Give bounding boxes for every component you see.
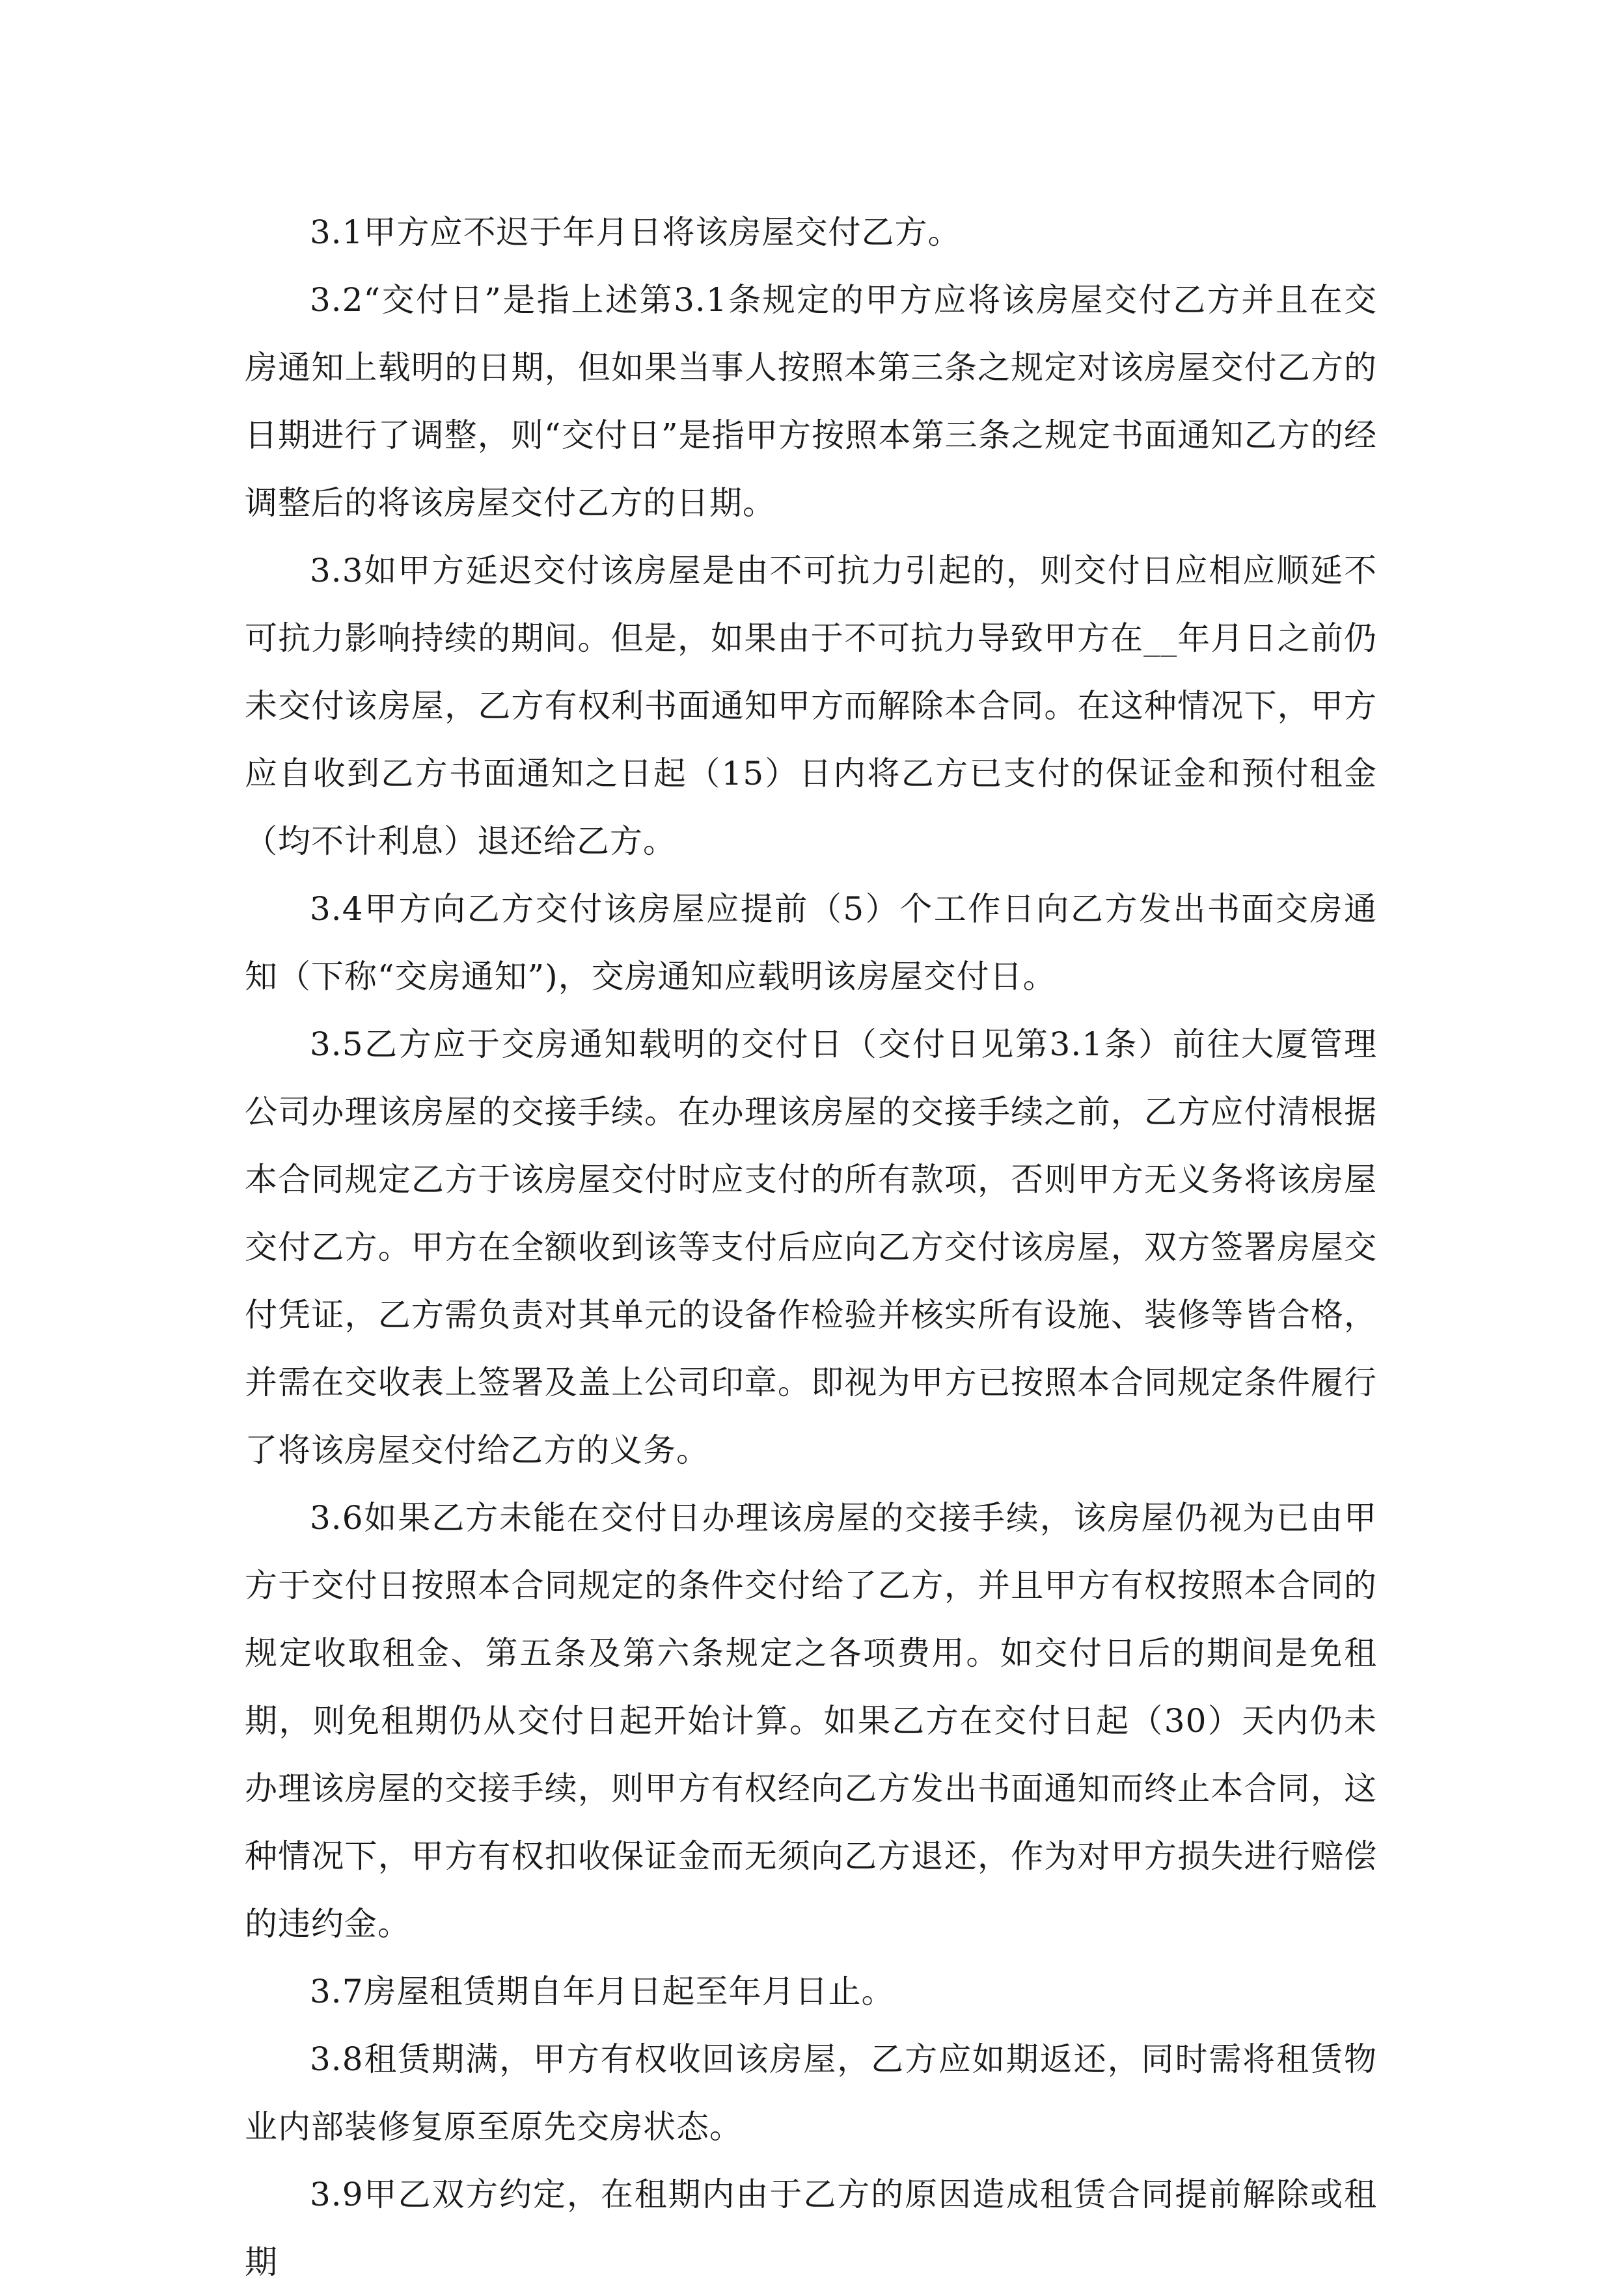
clause-3-9: 3.9甲乙双方约定，在租期内由于乙方的原因造成租赁合同提前解除或租期 bbox=[245, 2176, 1377, 2281]
contract-body bbox=[245, 198, 1377, 2296]
clause-3-6: 3.6如果乙方未能在交付日办理该房屋的交接手续，该房屋仍视为已由甲方于交付日按照本合同规定的条件交付给了乙方，并且甲方有权按照本合同的规定收取租金、第五条及第六条规定之各项费用。如交付日后的期间是免租期，则免租期仍从交付日起开始计算。如果乙方在交付日起（30）天内仍未办理该房屋的交接手续，则甲方有权经向乙方发出书面通知而终止本合同，这种情况下，甲方有权扣收保证金而无须向乙方退还，作为对甲方损失进行赔偿的违约金。 bbox=[245, 1499, 1377, 1943]
clause-3-8: 3.8租赁期满，甲方有权收回该房屋，乙方应如期返还，同时需将租赁物业内部装修复原至原先交房状态。 bbox=[245, 2040, 1377, 2146]
clause-3-1: 3.1甲方应不迟于年月日将该房屋交付乙方。 bbox=[310, 213, 961, 251]
clause-3-2: 3.2“交付日”是指上述第3.1条规定的甲方应将该房屋交付乙方并且在交房通知上载明的日期，但如果当事人按照本第三条之规定对该房屋交付乙方的日期进行了调整，则“交付日”是指甲方按照本第三条之规定书面通知乙方的经调整后的将该房屋交付乙方的日期。 bbox=[245, 281, 1377, 522]
clause-3-4: 3.4甲方向乙方交付该房屋应提前（5）个工作日向乙方发出书面交房通知（下称“交房通知”)，交房通知应载明该房屋交付日。 bbox=[245, 890, 1377, 995]
clause-3-5: 3.5乙方应于交房通知载明的交付日（交付日见第3.1条）前往大厦管理公司办理该房屋的交接手续。在办理该房屋的交接手续之前，乙方应付清根据本合同规定乙方于该房屋交付时应支付的所有款项，否则甲方无义务将该房屋交付乙方。甲方在全额收到该等支付后应向乙方交付该房屋，双方签署房屋交付凭证，乙方需负责对其单元的设备作检验并核实所有设施、装修等皆合格，并需在交收表上签署及盖上公司印章。即视为甲方已按照本合同规定条件履行了将该房屋交付给乙方的义务。 bbox=[245, 1025, 1377, 1469]
clause-3-7: 3.7房屋租赁期自年月日起至年月日止。 bbox=[310, 1973, 895, 2010]
clause-3-3: 3.3如甲方延迟交付该房屋是由不可抗力引起的，则交付日应相应顺延不可抗力影响持续的期间。但是，如果由于不可抗力导致甲方在__年月日之前仍未交付该房屋，乙方有权利书面通知甲方而解除本合同。在这种情况下，甲方应自收到乙方书面通知之日起（15）日内将乙方已支付的保证金和预付租金（均不计利息）退还给乙方。 bbox=[245, 552, 1377, 860]
